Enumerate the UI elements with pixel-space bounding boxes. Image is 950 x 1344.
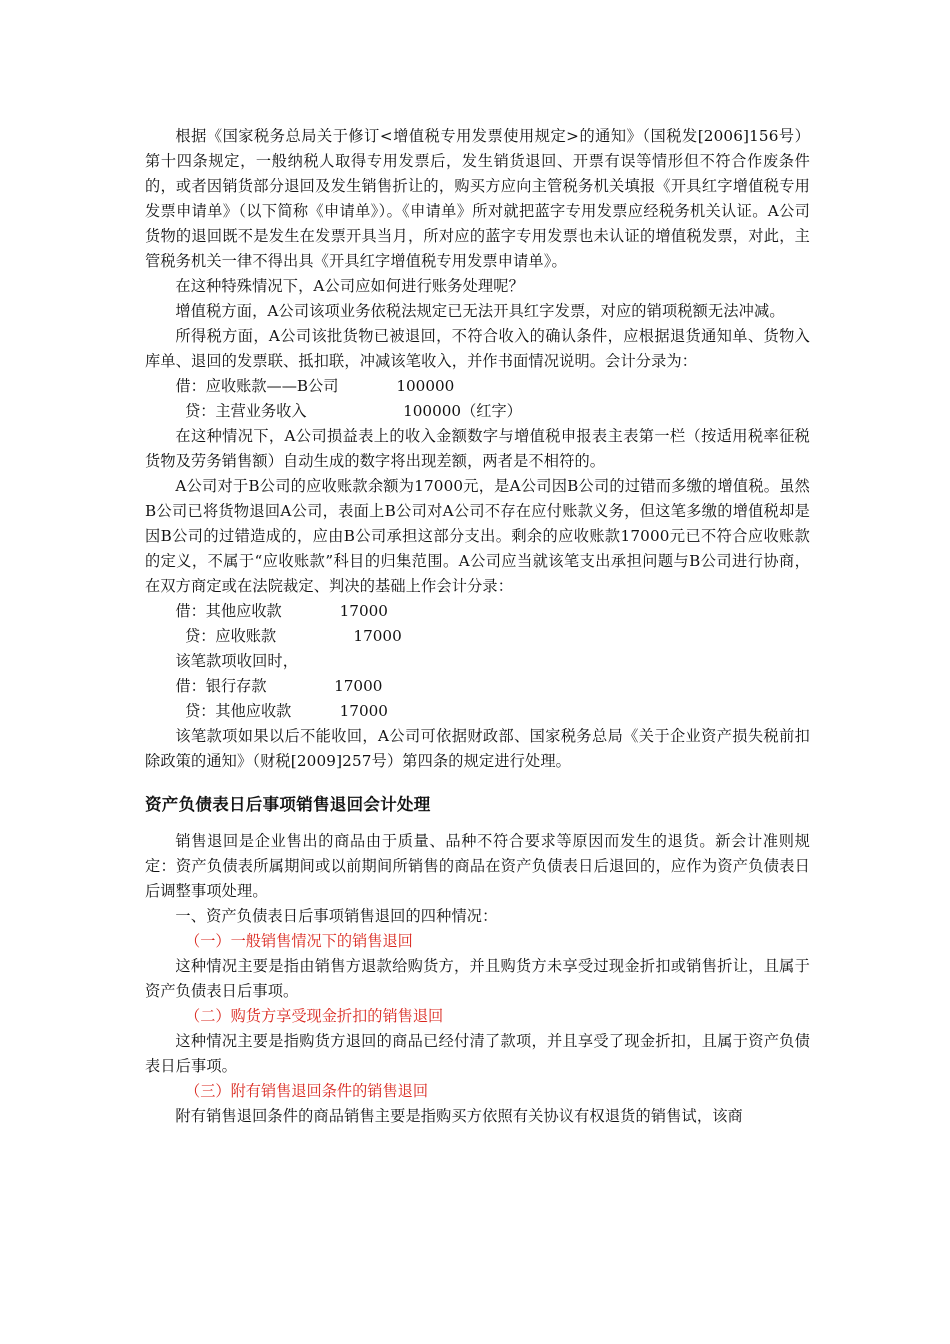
paragraph: 这种情况主要是指购货方退回的商品已经付清了款项，并且享受了现金折扣，且属于资产负债表日后事项。 [145, 1032, 810, 1075]
paragraph: 增值税方面，A公司该项业务依税法规定已无法开具红字发票，对应的销项税额无法冲减。 [175, 302, 785, 320]
paragraph: 这种情况主要是指由销售方退款给购货方，并且购货方未享受过现金折扣或销售折让，且属于资产负债表日后事项。 [145, 957, 810, 1000]
subheading: （二）购货方享受现金折扣的销售退回 [185, 1007, 444, 1025]
document-page [145, 124, 810, 1129]
paragraph: 一、资产负债表日后事项销售退回的四种情况： [175, 907, 498, 925]
paragraph: 在这种情况下，A公司损益表上的收入金额数字与增值税申报表主表第一栏（按适用税率征税货物及劳务销售额）自动生成的数字将出现差额，两者是不相符的。 [145, 427, 810, 470]
paragraph: 在这种特殊情况下，A公司应如何进行账务处理呢？ [175, 277, 524, 295]
paragraph: 所得税方面，A公司该批货物已被退回，不符合收入的确认条件，应根据退货通知单、货物入库单、退回的发票联、抵扣联，冲减该笔收入，并作书面情况说明。会计分录为： [145, 327, 810, 370]
journal-entry-debit: 借：应收账款——B公司 100000 [175, 377, 455, 395]
paragraph: 销售退回是企业售出的商品由于质量、品种不符合要求等原因而发生的退货。新会计准则规定：资产负债表所属期间或以前期间所销售的商品在资产负债表日后退回的，应作为资产负债表日后调整事项处理。 [145, 832, 810, 900]
paragraph: 该笔款项如果以后不能收回，A公司可依据财政部、国家税务总局《关于企业资产损失税前扣除政策的通知》（财税[2009]257号）第四条的规定进行处理。 [145, 727, 810, 770]
journal-entry-credit: 贷：主营业务收入 100000（红字） [175, 402, 522, 420]
journal-entry-debit: 借：其他应收款 17000 [175, 602, 388, 620]
section-heading: 资产负债表日后事项销售退回会计处理 [145, 795, 431, 814]
journal-entry-credit: 贷：其他应收款 17000 [175, 702, 388, 720]
journal-entry-credit: 贷：应收账款 17000 [175, 627, 402, 645]
paragraph: A公司对于B公司的应收账款余额为17000元，是A公司因B公司的过错而多缴的增值税。虽然B公司已将货物退回A公司，表面上B公司对A公司不存在应付账款义务，但这笔多缴的增值税却是因B公司的过错造成的，应由B公司承担这部分支出。剩余的应收账款17000元已不符合应收账款的定义，不属于“应收账款”科目的归集范围。A公司应当就该笔支出承担问题与B公司进行协商，在双方商定或在法院裁定、判决的基础上作会计分录： [145, 477, 810, 595]
subheading: （三）附有销售退回条件的销售退回 [185, 1082, 428, 1100]
paragraph: 附有销售退回条件的商品销售主要是指购买方依照有关协议有权退货的销售试，该商 [175, 1107, 743, 1125]
journal-entry-debit: 借：银行存款 17000 [175, 677, 383, 695]
paragraph: 根据《国家税务总局关于修订<增值税专用发票使用规定>的通知》（国税发[2006]156号）第十四条规定，一般纳税人取得专用发票后，发生销货退回、开票有误等情形但不符合作废条件的，或者因销货部分退回及发生销售折让的，购买方应向主管税务机关填报《开具红字增值税专用发票申请单》（以下简称《申请单》）。《申请单》所对就把蓝字专用发票应经税务机关认证。A公司货物的退回既不是发生在发票开具当月，所对应的蓝字专用发票也未认证的增值税发票，对此，主管税务机关一律不得出具《开具红字增值税专用发票申请单》。 [145, 127, 810, 270]
subheading: （一）一般销售情况下的销售退回 [185, 932, 413, 950]
paragraph: 该笔款项收回时， [175, 652, 299, 670]
